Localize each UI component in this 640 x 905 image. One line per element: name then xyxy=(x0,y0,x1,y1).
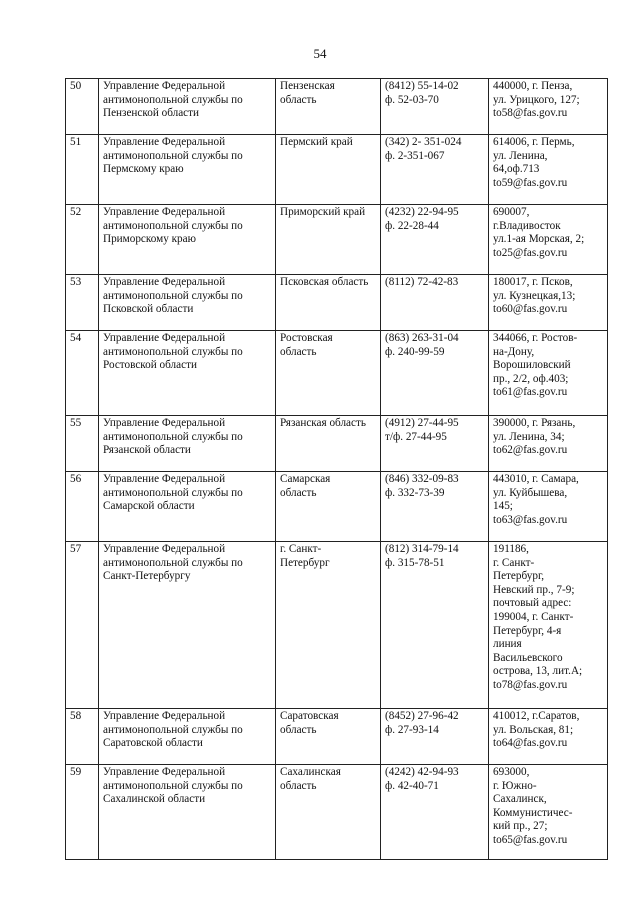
address: 410012, г.Саратов, ул. Вольская, 81; to64@fas.gov.ru xyxy=(489,709,608,765)
table-row xyxy=(66,542,608,709)
table-row xyxy=(66,709,608,765)
row-number: 53 xyxy=(66,275,99,331)
address: 180017, г. Псков, ул. Кузнецкая,13; to60@fas.gov.ru xyxy=(489,275,608,331)
office-name: Управление Федеральной антимонопольной службы по Рязанской области xyxy=(99,416,276,472)
phone: (8452) 27-96-42 ф. 27-93-14 xyxy=(381,709,489,765)
address: 440000, г. Пенза, ул. Урицкого, 127; to58@fas.gov.ru xyxy=(489,79,608,135)
address: 191186, г. Санкт- Петербург, Невский пр., 7-9; почтовый адрес: 199004, г. Санкт- Петербург, 4-я линия Васильевского острова, 13, лит.А; to78@fas.gov.ru xyxy=(489,542,608,709)
office-name: Управление Федеральной антимонопольной службы по Псковской области xyxy=(99,275,276,331)
phone: (8112) 72-42-83 xyxy=(381,275,489,331)
table-row xyxy=(66,416,608,472)
region: Пермский край xyxy=(276,135,381,205)
region: Сахалинская область xyxy=(276,765,381,860)
row-number: 59 xyxy=(66,765,99,860)
address: 614006, г. Пермь, ул. Ленина, 64,оф.713 to59@fas.gov.ru xyxy=(489,135,608,205)
row-number: 51 xyxy=(66,135,99,205)
table-row xyxy=(66,79,608,135)
address: 344066, г. Ростов- на-Дону, Ворошиловский пр., 2/2, оф.403; to61@fas.gov.ru xyxy=(489,331,608,416)
row-number: 55 xyxy=(66,416,99,472)
fas-offices-table xyxy=(65,78,608,860)
phone: (846) 332-09-83 ф. 332-73-39 xyxy=(381,472,489,542)
office-name: Управление Федеральной антимонопольной службы по Самарской области xyxy=(99,472,276,542)
region: Саратовская область xyxy=(276,709,381,765)
row-number: 52 xyxy=(66,205,99,275)
office-name: Управление Федеральной антимонопольной службы по Приморскому краю xyxy=(99,205,276,275)
office-name: Управление Федеральной антимонопольной службы по Пермскому краю xyxy=(99,135,276,205)
table-row xyxy=(66,205,608,275)
row-number: 54 xyxy=(66,331,99,416)
region: г. Санкт- Петербург xyxy=(276,542,381,709)
row-number: 58 xyxy=(66,709,99,765)
address: 443010, г. Самара, ул. Куйбышева, 145; to63@fas.gov.ru xyxy=(489,472,608,542)
office-name: Управление Федеральной антимонопольной службы по Санкт-Петербургу xyxy=(99,542,276,709)
phone: (863) 263-31-04 ф. 240-99-59 xyxy=(381,331,489,416)
address: 690007, г.Владивосток ул.1-ая Морская, 2; to25@fas.gov.ru xyxy=(489,205,608,275)
row-number: 50 xyxy=(66,79,99,135)
page-number: 54 xyxy=(313,46,327,61)
table-row xyxy=(66,275,608,331)
region: Псковская область xyxy=(276,275,381,331)
table-row xyxy=(66,135,608,205)
region: Приморский край xyxy=(276,205,381,275)
office-name: Управление Федеральной антимонопольной службы по Ростовской области xyxy=(99,331,276,416)
phone: (4912) 27-44-95 т/ф. 27-44-95 xyxy=(381,416,489,472)
table-row xyxy=(66,331,608,416)
phone: (8412) 55-14-02 ф. 52-03-70 xyxy=(381,79,489,135)
phone: (4242) 42-94-93 ф. 42-40-71 xyxy=(381,765,489,860)
phone: (342) 2- 351-024 ф. 2-351-067 xyxy=(381,135,489,205)
region: Ростовская область xyxy=(276,331,381,416)
region: Самарская область xyxy=(276,472,381,542)
office-name: Управление Федеральной антимонопольной службы по Пензенской области xyxy=(99,79,276,135)
row-number: 57 xyxy=(66,542,99,709)
row-number: 56 xyxy=(66,472,99,542)
office-name: Управление Федеральной антимонопольной службы по Саратовской области xyxy=(99,709,276,765)
office-name: Управление Федеральной антимонопольной службы по Сахалинской области xyxy=(99,765,276,860)
region: Рязанская область xyxy=(276,416,381,472)
table-row xyxy=(66,472,608,542)
region: Пензенская область xyxy=(276,79,381,135)
phone: (812) 314-79-14 ф. 315-78-51 xyxy=(381,542,489,709)
phone: (4232) 22-94-95 ф. 22-28-44 xyxy=(381,205,489,275)
table-row xyxy=(66,765,608,860)
address: 390000, г. Рязань, ул. Ленина, 34; to62@fas.gov.ru xyxy=(489,416,608,472)
address: 693000, г. Южно- Сахалинск, Коммунистичес- кий пр., 27; to65@fas.gov.ru xyxy=(489,765,608,860)
